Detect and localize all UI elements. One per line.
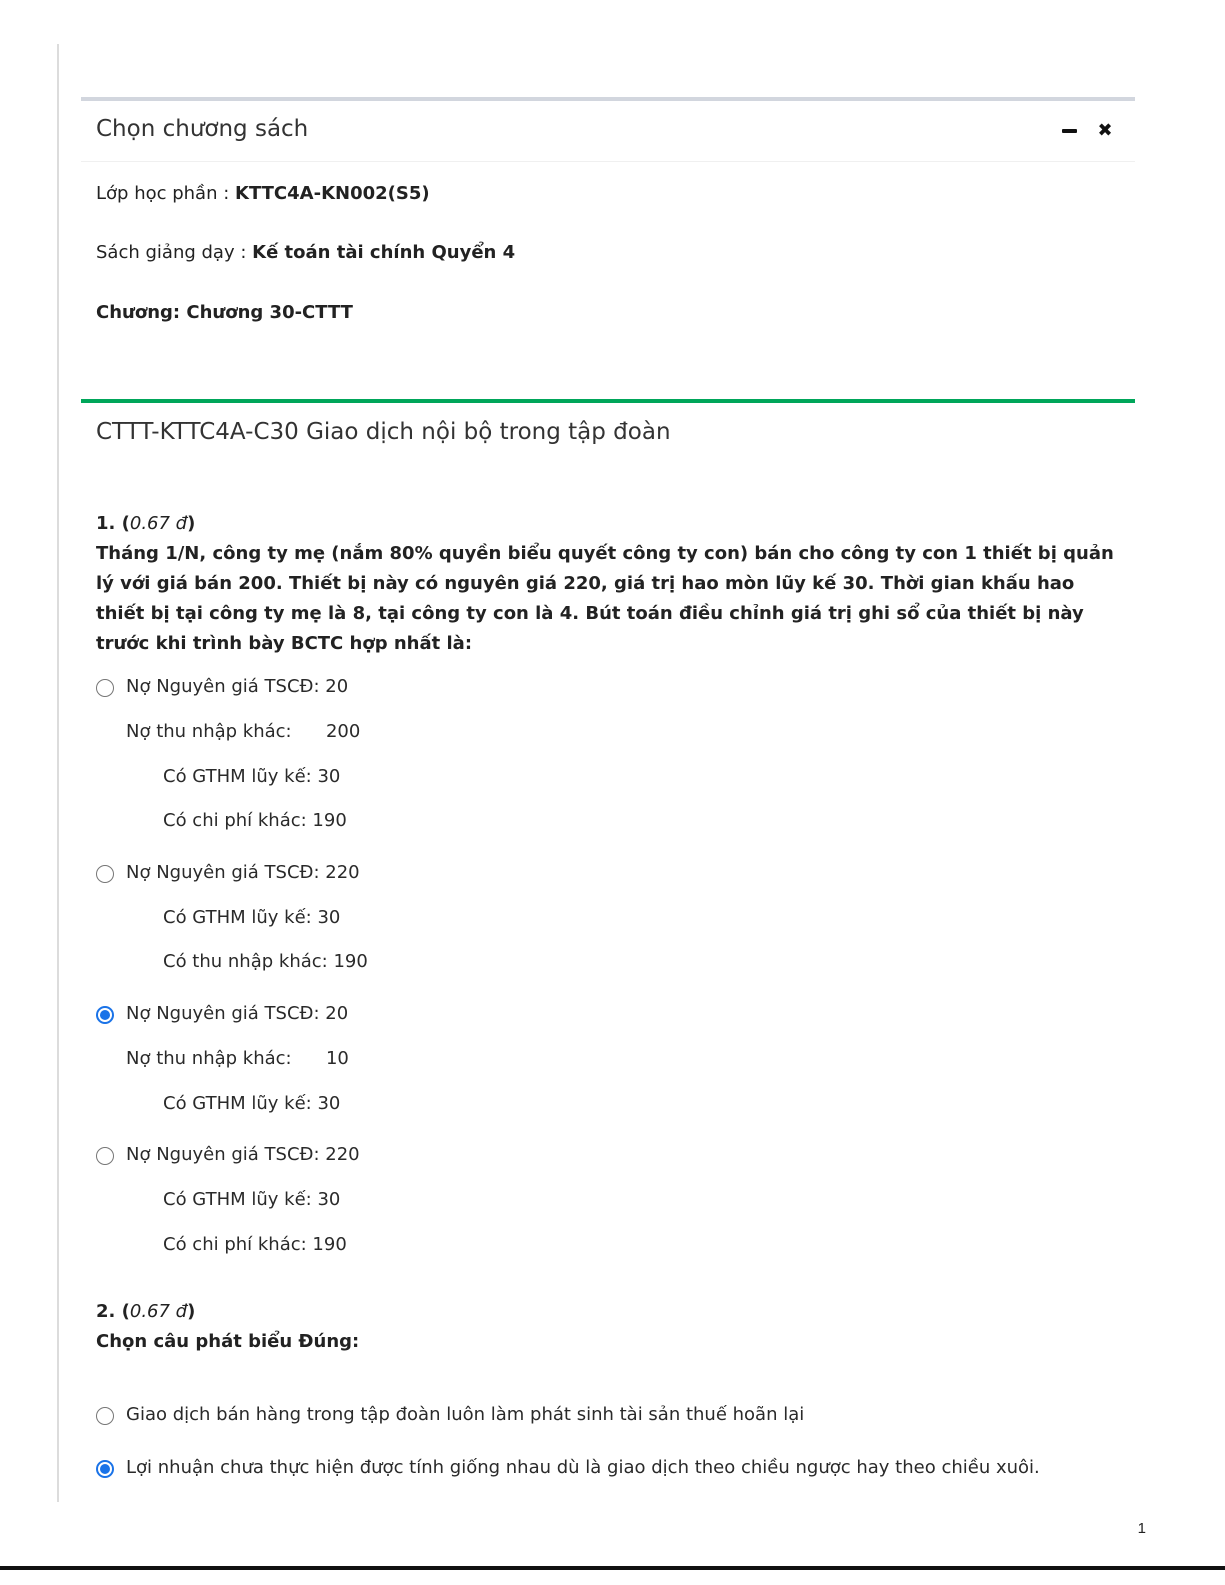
- q1-b-line-1: Nợ Nguyên giá TSCĐ: 220: [126, 862, 360, 883]
- quiz-panel: [81, 399, 1135, 445]
- q1-a-line-1: Nợ Nguyên giá TSCĐ: 20: [126, 676, 349, 697]
- q2-a-line-1: Giao dịch bán hàng trong tập đoàn luôn làm phát sinh tài sản thuế hoãn lại: [126, 1404, 805, 1425]
- q1-b-line-3: Có thu nhập khác: 190: [163, 951, 368, 972]
- q1-d-line-2: Có GTHM lũy kế: 30: [163, 1189, 341, 1210]
- panel-title: Chọn chương sách: [96, 116, 309, 142]
- bottom-border: [0, 1566, 1225, 1570]
- left-margin-rule: [57, 44, 59, 1502]
- question-points: 0.67 đ: [129, 1301, 188, 1322]
- q1-a-line-4: Có chi phí khác: 190: [163, 810, 347, 831]
- book-value: Kế toán tài chính Quyển 4: [252, 242, 516, 263]
- question-1-text: Tháng 1/N, công ty mẹ (nắm 80% quyền biểu quyết công ty con) bán cho công ty con 1 thiết bị quản lý với giá bán 200. Thiết bị này có nguyên giá 220, giá trị hao mòn lũy kế 30. Thời gian khấu hao thiết bị tại công ty mẹ là 8, tại công ty con là 4. Bút toán điều chỉnh giá trị ghi sổ của thiết bị này trước khi trình bày BCTC hợp nhất là:: [96, 543, 1114, 654]
- q1-c-line-3: Có GTHM lũy kế: 30: [163, 1093, 341, 1114]
- book-label: Sách giảng dạy :: [96, 242, 253, 263]
- question-number: 1.: [96, 513, 116, 534]
- minimize-button[interactable]: [1061, 119, 1077, 143]
- chapter-info: [96, 302, 353, 323]
- chapter-value: Chương: Chương 30-CTTT: [96, 302, 353, 323]
- q1-c-line-2: Nợ thu nhập khác: 10: [126, 1048, 349, 1069]
- q1-a-line-2: Nợ thu nhập khác: 200: [126, 721, 361, 742]
- question-number: 2.: [96, 1301, 116, 1322]
- chapter-select-panel: [81, 97, 1135, 363]
- class-label: Lớp học phần :: [96, 183, 236, 204]
- q1-d-line-1: Nợ Nguyên giá TSCĐ: 220: [126, 1144, 360, 1165]
- page-number: 1: [1137, 1520, 1146, 1537]
- minus-icon: [1062, 129, 1077, 133]
- class-value: KTTC4A-KN002(S5): [235, 183, 430, 204]
- close-icon: ✖: [1097, 120, 1113, 141]
- question-2-text: Chọn câu phát biểu Đúng:: [96, 1331, 360, 1352]
- panel-tools: [1061, 119, 1113, 143]
- question-points: 0.67 đ: [129, 513, 188, 534]
- q2-b-line-1: Lợi nhuận chưa thực hiện được tính giống nhau dù là giao dịch theo chiều ngược hay theo chiều xuôi.: [126, 1457, 1040, 1478]
- radio-q1-option-d[interactable]: [96, 1147, 114, 1165]
- radio-q2-option-b[interactable]: [96, 1460, 114, 1478]
- q1-c-line-1: Nợ Nguyên giá TSCĐ: 20: [126, 1003, 349, 1024]
- panel-header: [81, 101, 1135, 162]
- q1-b-line-2: Có GTHM lũy kế: 30: [163, 907, 341, 928]
- question-2-header: 2. (0.67 đ): [96, 1301, 196, 1322]
- q1-d-line-3: Có chi phí khác: 190: [163, 1234, 347, 1255]
- radio-q1-option-b[interactable]: [96, 865, 114, 883]
- q1-a-line-3: Có GTHM lũy kế: 30: [163, 766, 341, 787]
- radio-q1-option-a[interactable]: [96, 679, 114, 697]
- question-1-header: 1. (0.67 đ): [96, 513, 196, 534]
- radio-q2-option-a[interactable]: [96, 1407, 114, 1425]
- quiz-title: CTTT-KTTC4A-C30 Giao dịch nội bộ trong tập đoàn: [96, 419, 671, 445]
- close-button[interactable]: [1097, 119, 1113, 143]
- radio-q1-option-c[interactable]: [96, 1006, 114, 1024]
- class-info: [96, 183, 430, 204]
- book-info: [96, 242, 515, 263]
